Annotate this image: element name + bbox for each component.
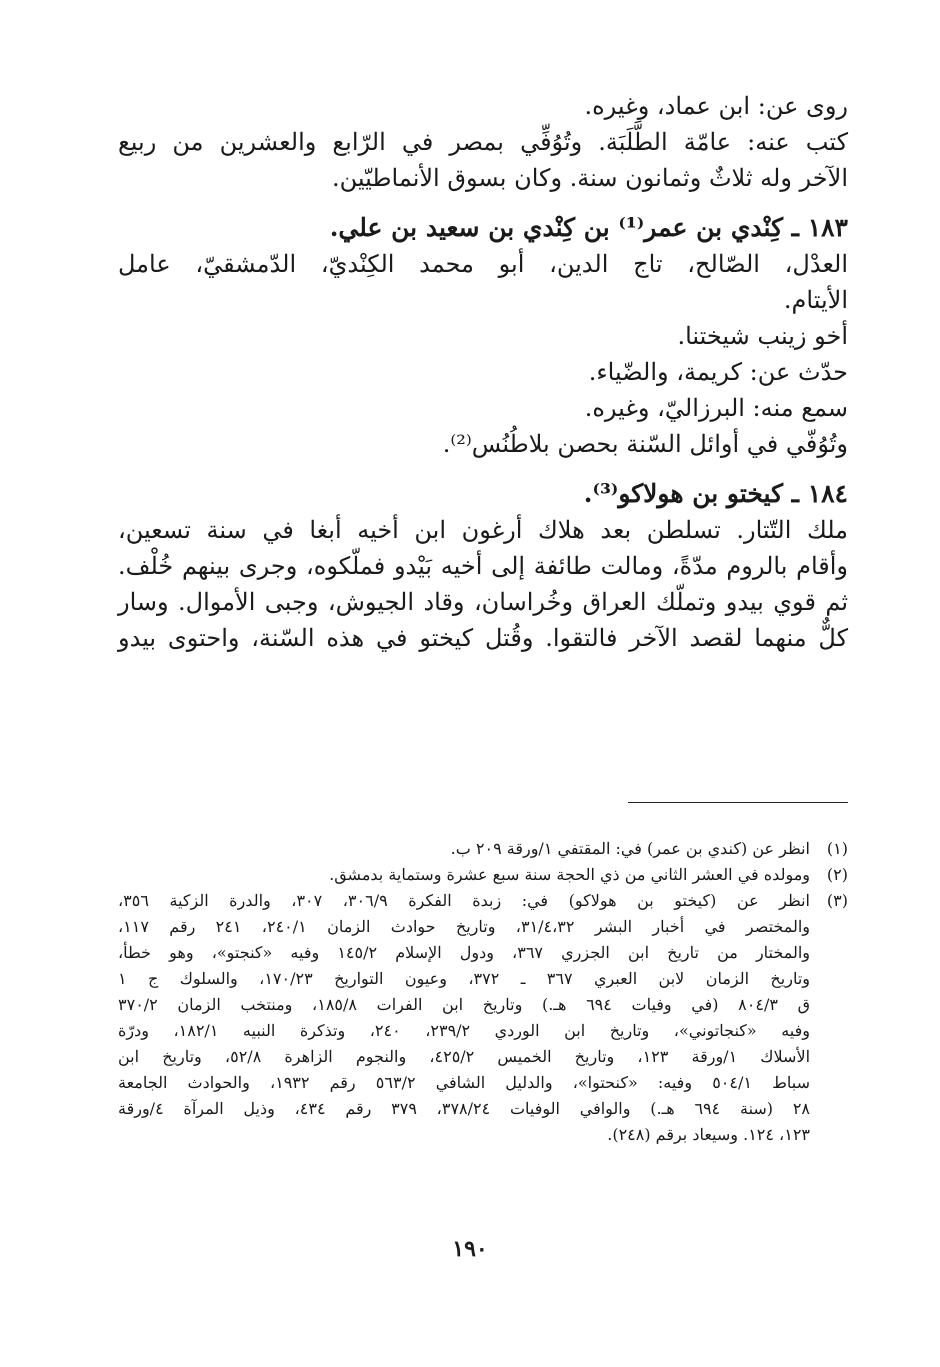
footnote-line: ق ٨٠٤/٣ (في وفيات ٦٩٤ هـ.) وتاريخ ابن الفرات ١٨٥/٨، ومنتخب الزمان ٣٧٠/٢ xyxy=(118,995,810,1014)
text-line: الأيتام. xyxy=(783,286,848,314)
text-line: وتُوُفّي في أوائل السّنة بحصن بلاطُنُس⁽²⁾. xyxy=(442,430,848,458)
footnote-number: (٣) xyxy=(826,891,848,910)
text-line: الآخر وله ثلاثٌ وثمانون سنة. وكان بسوق الأنماطيّين. xyxy=(332,164,848,192)
footnote-line: والمختار من تاريخ ابن الجزري ٣٦٧، ودول الإسلام ١٤٥/٢ وفيه «كنجتو»، وهو خطأ، xyxy=(118,943,811,962)
footnotes xyxy=(118,836,848,1148)
page-number: ١٩٠ xyxy=(452,1236,488,1262)
footnote xyxy=(118,888,848,1148)
main-text xyxy=(118,88,848,656)
footnote-body xyxy=(118,862,810,888)
text-line: حدّث عن: كريمة، والضّياء. xyxy=(588,358,848,386)
footnote-line: ١٢٣، ١٢٤. وسيعاد برقم (٢٤٨). xyxy=(607,1125,810,1144)
text-line: العدْل، الصّالح، تاج الدين، أبو محمد الكِنْديّ، الدّمشقيّ، عامل xyxy=(118,250,848,278)
footnote-line: انظر عن (كيختو بن هولاكو) في: زبدة الفكرة ٣٠٦/٩، ٣٠٧، والدرة الزكية ٣٥٦، xyxy=(118,891,810,910)
footnote-line: سباط ٥٠٤/١ وفيه: «كنحتوا»، والدليل الشافي ٥٦٣/٢ رقم ١٩٣٢، والحوادث الجامعة xyxy=(118,1073,811,1092)
footnote-line: ٢٨ (سنة ٦٩٤ هـ.) والوافي الوفيات ٣٧٨/٢٤، ٣٧٩ رقم ٤٣٤، وذيل المرآة ٤/ورقة xyxy=(118,1099,811,1118)
footnote-line: وتاريخ الزمان لابن العبري ٣٦٧ ـ ٣٧٢، وعيون التواريخ ١٧٠/٢٣، والسلوك ج ١ xyxy=(118,969,810,988)
footnote-body xyxy=(118,888,810,1148)
text-line: روى عن: ابن عماد، وغيره. xyxy=(584,92,848,120)
footnote-number: (٢) xyxy=(826,865,848,884)
footnote xyxy=(118,862,848,888)
footnote-separator xyxy=(628,802,848,803)
text-line: كلٌّ منهما لقصد الآخر فالتقوا. وقُتل كيختو في هذه السّنة، واحتوى بيدو xyxy=(118,624,848,652)
footnote xyxy=(118,836,848,862)
footnote-line: ومولده في العشر الثاني من ذي الحجة سنة سبع عشرة وستماية بدمشق. xyxy=(329,865,810,884)
text-line: أخو زينب شيختنا. xyxy=(677,322,848,350)
text-line: وأقام بالروم مدّةً، ومالت طائفة إلى أخيه بَيْدو فملّكوه، وجرى بينهم خُلْف. xyxy=(118,552,848,580)
footnote-line: الأسلاك ١/ورقة ١٢٣، وتاريخ الخميس ٤٢٥/٢، والنجوم الزاهرة ٥٢/٨، وتاريخ ابن xyxy=(118,1047,811,1066)
text-line: ملك التّتار. تسلطن بعد هلاك أرغون ابن أخيه أبغا في سنة تسعين، xyxy=(118,516,849,544)
footnote-body xyxy=(118,836,810,862)
footnote-line: وفيه «كنجاتوني»، وتاريخ ابن الوردي ٢٣٩/٢، ٢٤٠، وتذكرة النبيه ١٨٢/١، ودرّة xyxy=(118,1021,810,1040)
footnote-line: انظر عن (كندي بن عمر) في: المقتفي ١/ورقة ٢٠٩ ب. xyxy=(450,839,810,858)
footnote-number: (١) xyxy=(826,839,848,858)
entry-heading: ١٨٣ ـ كِنْدي بن عمر⁽¹⁾ بن كِنْدي بن سعيد بن علي. xyxy=(329,213,848,242)
footnote-line: والمختصر في أخبار البشر ٣١/٤،٣٢، وتاريخ حوادث الزمان ٢٤٠/١، ٢٤١ رقم ١١٧، xyxy=(118,917,811,936)
text-line: ثم قوي بيدو وتملّك العراق وخُراسان، وقاد الجيوش، وجبى الأموال. وسار xyxy=(118,588,848,616)
text-line: سمع منه: البرزاليّ، وغيره. xyxy=(584,394,848,422)
entry-heading: ١٨٤ ـ كيختو بن هولاكو⁽³⁾. xyxy=(583,479,848,508)
text-line: كتب عنه: عامّة الطَّلَبَة. وتُوُفِّي بمصر في الرّابع والعشرين من ربيع xyxy=(118,128,848,156)
